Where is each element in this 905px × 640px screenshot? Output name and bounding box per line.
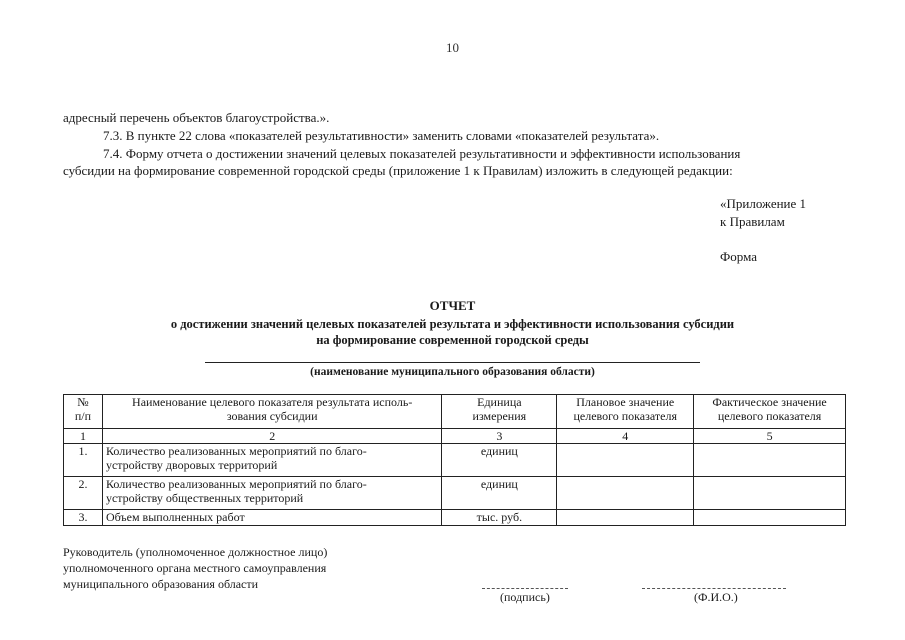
row-plan-value [557,444,694,477]
row-unit: тыс. руб. [442,510,557,526]
col-number: 5 [694,429,846,444]
signature-caption: (подпись) [500,590,550,604]
row-num: 3. [64,510,103,526]
paragraph-address-list: адресный перечень объектов благоустройства.». [63,110,330,125]
paragraph-7-4-line1: 7.4. Форму отчета о достижении значений целевых показателей результативности и эффективности использования [103,146,741,161]
table-header-row [64,395,846,429]
fio-line [642,588,786,589]
municipality-underline [205,362,700,363]
signature-line1: Руководитель (уполномоченное должностное лицо) [63,545,328,559]
signature-line3: муниципального образования области [63,577,259,591]
row-unit: единиц [442,477,557,510]
row-fact-value [694,444,846,477]
municipality-caption: (наименование муниципального образования области) [310,366,595,378]
header-plan: Плановое значение целевого показателя [557,395,694,429]
header-name: Наименование целевого показателя результата исполь- зования субсидии [102,395,441,429]
col-number: 1 [64,429,103,444]
row-num: 1. [64,444,103,477]
col-number: 3 [442,429,557,444]
signature-line [482,588,568,589]
table-row [64,510,846,526]
paragraph-7-4-line2: субсидии на формирование современной городской среды (приложение 1 к Правилам) изложить в следующей редакции: [63,163,733,178]
fio-caption: (Ф.И.О.) [694,590,738,604]
form-label: Форма [720,249,757,264]
signature-line2: уполномоченного органа местного самоуправления [63,561,327,575]
row-plan-value [557,510,694,526]
row-indicator-name: Количество реализованных мероприятий по благо- устройству общественных территорий [102,477,441,510]
column-number-row [64,429,846,444]
table-row [64,444,846,477]
col-number: 4 [557,429,694,444]
row-plan-value [557,477,694,510]
paragraph-7-3: 7.3. В пункте 22 слова «показателей результативности» заменить словами «показателей результата». [103,128,660,143]
row-fact-value [694,477,846,510]
report-table [63,394,846,526]
appendix-line1: «Приложение 1 [720,196,807,211]
row-unit: единиц [442,444,557,477]
header-fact: Фактическое значение целевого показателя [694,395,846,429]
table-row [64,477,846,510]
report-subtitle-line1: о достижении значений целевых показателей результата и эффективности использования субсидии [170,317,735,331]
row-indicator-name: Количество реализованных мероприятий по благо- устройству дворовых территорий [102,444,441,477]
header-num: № п/п [64,395,103,429]
page-number: 10 [446,40,459,55]
row-fact-value [694,510,846,526]
col-number: 2 [102,429,441,444]
row-indicator-name: Объем выполненных работ [102,510,441,526]
report-subtitle-line2: на формирование современной городской среды [316,333,589,347]
header-unit: Единица измерения [442,395,557,429]
report-title: ОТЧЕТ [429,298,476,313]
row-num: 2. [64,477,103,510]
appendix-line2: к Правилам [720,214,785,229]
